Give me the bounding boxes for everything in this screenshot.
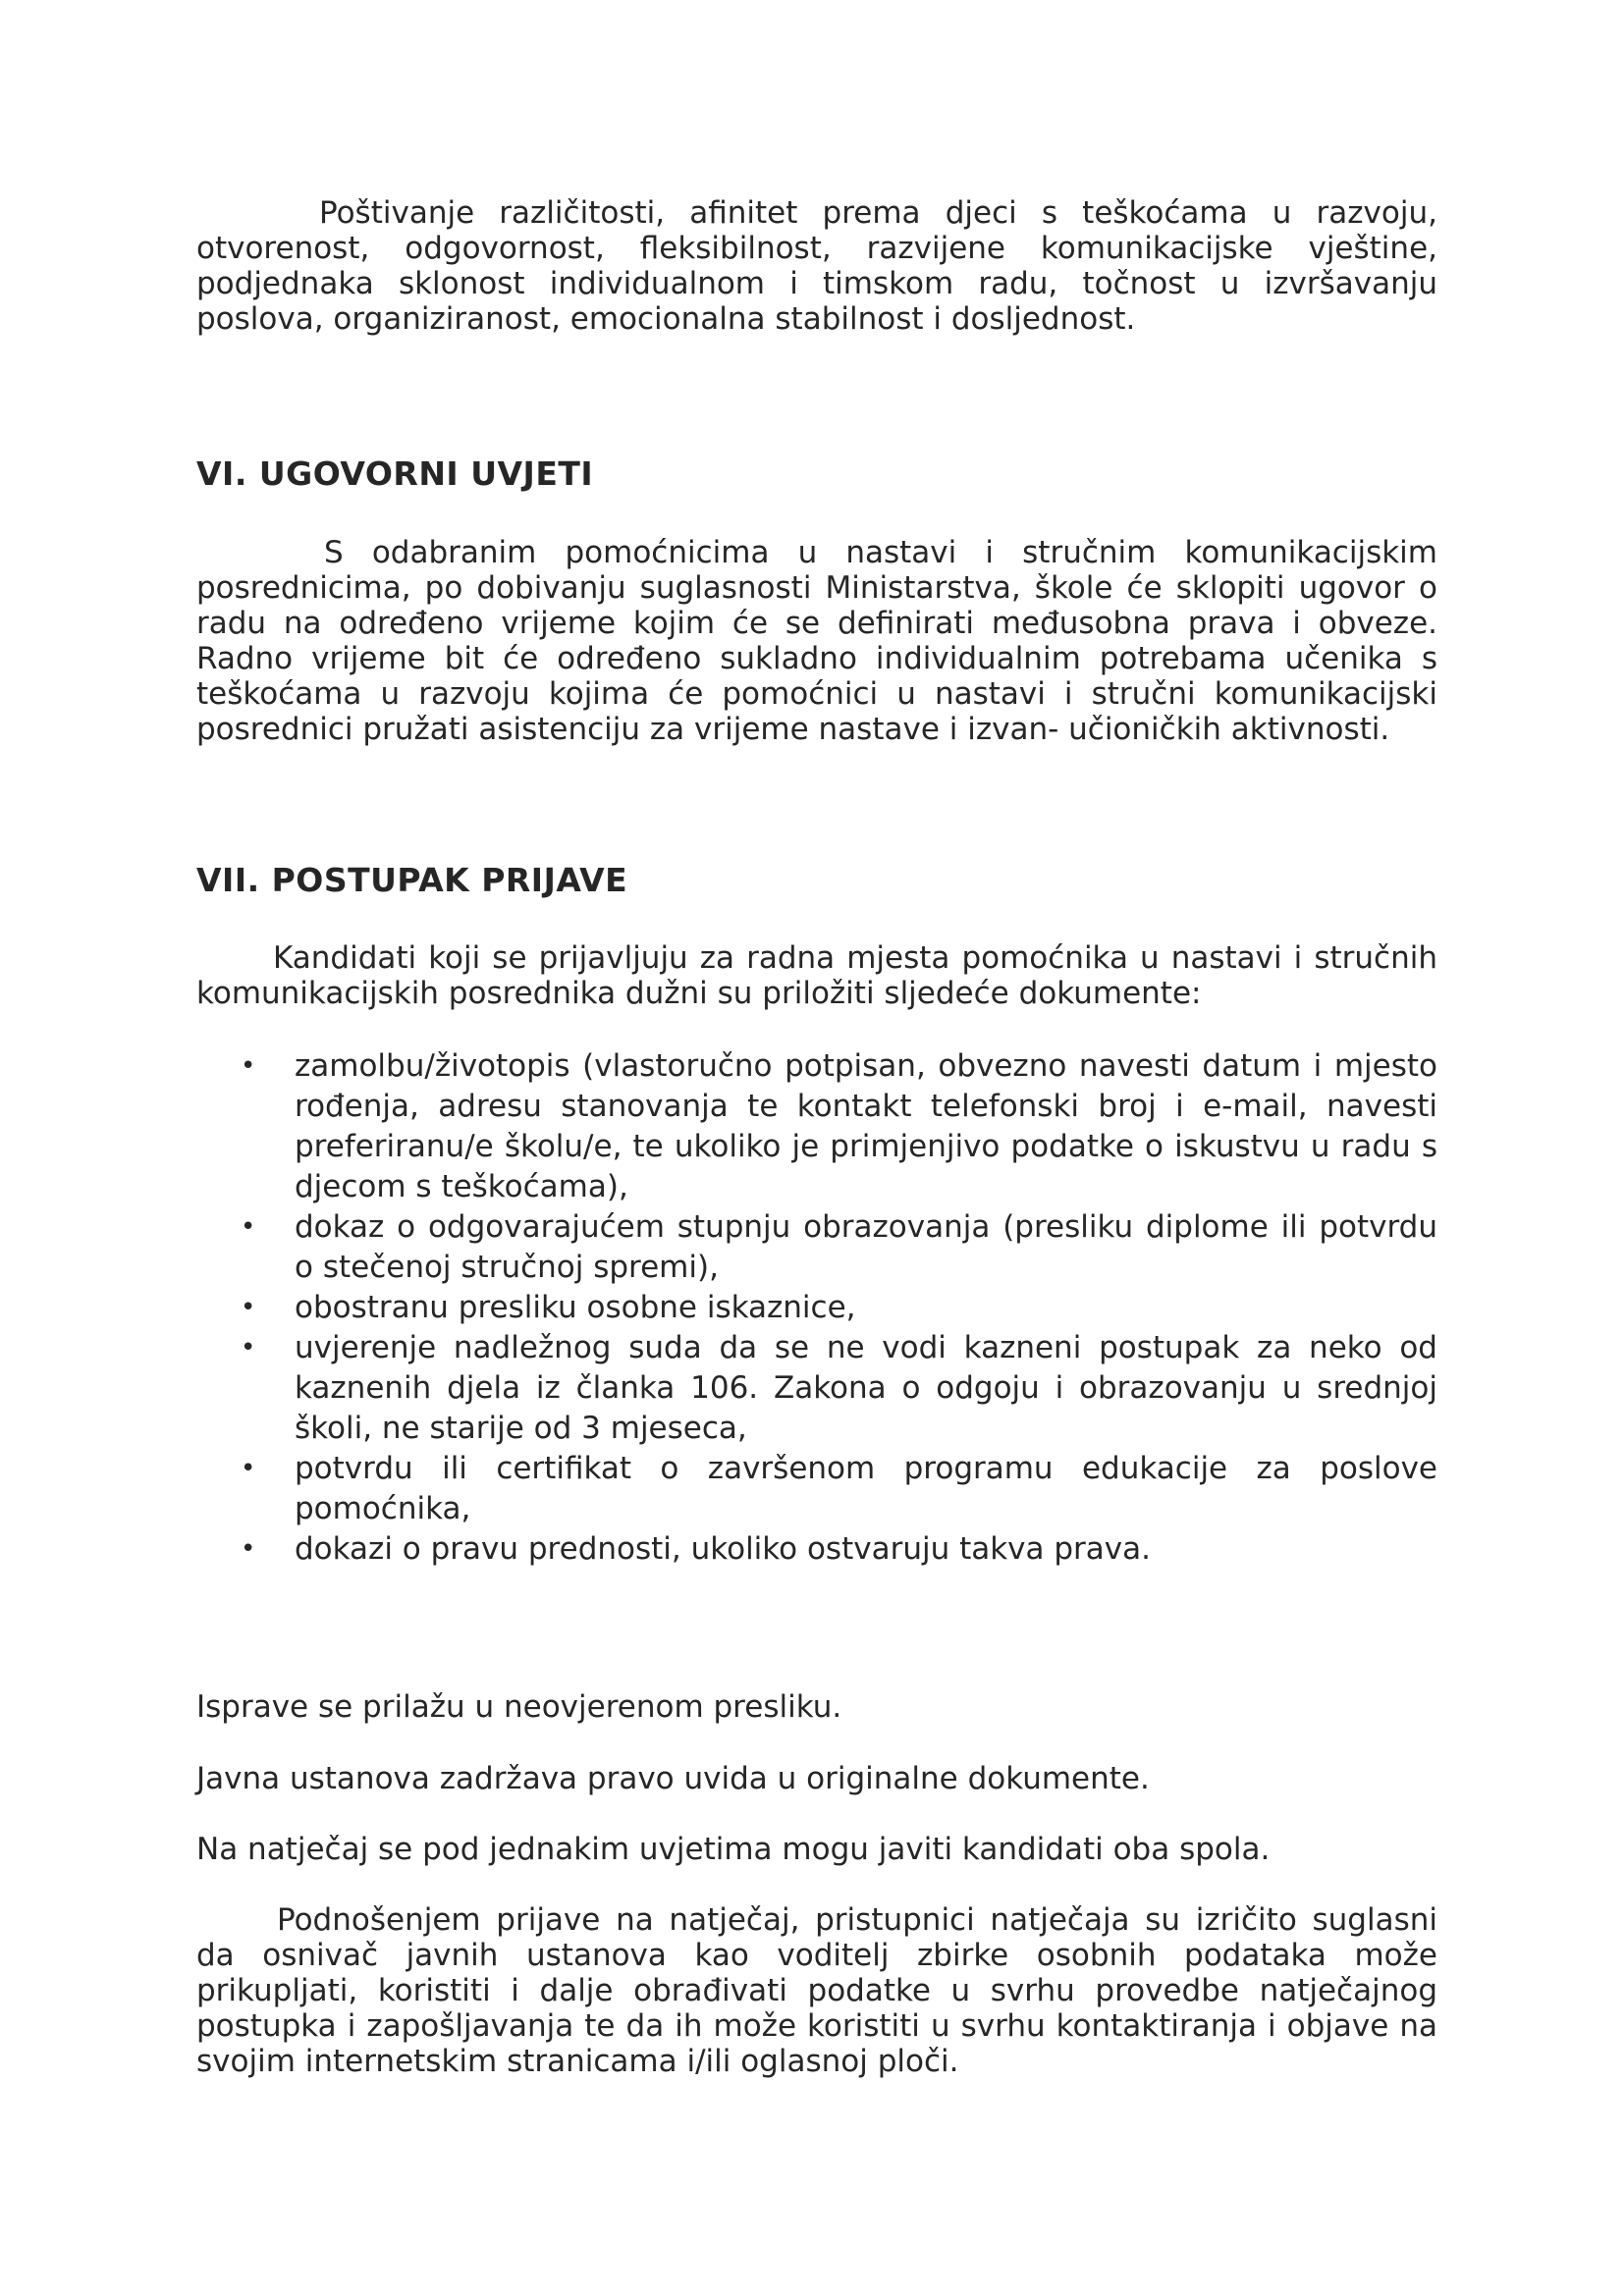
list-item-text: potvrdu ili certifikat o završenom programu edukacije za poslove pomoćnika,	[295, 1451, 1437, 1526]
bullet-icon: •	[241, 1212, 256, 1242]
bullet-icon: •	[241, 1333, 256, 1362]
section-vii-heading: VII. POSTUPAK PRIJAVE	[196, 861, 628, 899]
note-originals: Javna ustanova zadržava pravo uvida u originalne dokumente.	[196, 1761, 1150, 1796]
list-item-text: zamolbu/životopis (vlastoručno potpisan, obvezno navesti datum i mjesto rođenja, adresu stanovanja te kontakt telefonski broj i e-mail, navesti preferiranu/e školu/e, te ukoliko je primjenjivo podatke o iskustvu u radu s djecom s teškoćama),	[295, 1048, 1437, 1204]
bullet-icon: •	[241, 1534, 256, 1564]
section-vii-intro: Kandidati koji se prijavljuju za radna mjesta pomoćnika u nastavi i stručnih komunikacijskih posrednika dužni su priložiti sljedeće dokumente:	[196, 940, 1437, 1011]
list-item	[196, 1207, 1437, 1288]
bullet-icon: •	[241, 1293, 256, 1322]
list-item-text: obostranu presliku osobne iskaznice,	[295, 1290, 856, 1325]
list-item-text: uvjerenje nadležnog suda da se ne vodi kazneni postupak za neko od kaznenih djela iz članka 106. Zakona o odgoju i obrazovanju u srednjoj školi, ne starije od 3 mjeseca,	[295, 1330, 1437, 1446]
section-vi-heading: VI. UGOVORNI UVJETI	[196, 454, 594, 493]
list-item-text: dokazi o pravu prednosti, ukoliko ostvaruju takva prava.	[295, 1531, 1151, 1567]
note-equality: Na natječaj se pod jednakim uvjetima mogu javiti kandidati oba spola.	[196, 1832, 1271, 1867]
note-copies: Isprave se prilažu u neovjerenom presliku.	[196, 1689, 842, 1725]
list-item	[196, 1288, 1437, 1328]
intro-paragraph: Poštivanje različitosti, afinitet prema djeci s teškoćama u razvoju, otvorenost, odgovornost, fleksibilnost, razvijene komunikacijske vještine, podjednaka sklonost individualnom i timskom radu, točnost u izvršavanju poslova, organiziranost, emocionalna stabilnost i dosljednost.	[196, 195, 1437, 337]
list-item	[196, 1046, 1437, 1207]
section-vi-paragraph: S odabranim pomoćnicima u nastavi i stručnim komunikacijskim posrednicima, po dobivanju suglasnosti Ministarstva, škole će sklopiti ugovor o radu na određeno vrijeme kojim će se definirati međusobna prava i obveze. Radno vrijeme bit će određeno sukladno individualnim potrebama učenika s teškoćama u razvoju kojima će pomoćnici u nastavi i stručni komunikacijski posrednici pružati asistenciju za vrijeme nastave i izvan- učioničkih aktivnosti.	[196, 535, 1437, 747]
bullet-icon: •	[241, 1051, 256, 1081]
documents-list	[196, 1046, 1437, 1570]
list-item	[196, 1449, 1437, 1529]
list-item	[196, 1529, 1437, 1570]
bullet-icon: •	[241, 1454, 256, 1483]
list-item-text: dokaz o odgovarajućem stupnju obrazovanja (presliku diplome ili potvrdu o stečenoj stručnoj spremi),	[295, 1209, 1437, 1285]
list-item	[196, 1328, 1437, 1449]
consent-paragraph: Podnošenjem prijave na natječaj, pristupnici natječaja su izričito suglasni da osnivač javnih ustanova kao voditelj zbirke osobnih podataka može prikupljati, koristiti i dalje obrađivati podatke u svrhu provedbe natječajnog postupka i zapošljavanja te da ih može koristiti u svrhu kontaktiranja i objave na svojim internetskim stranicama i/ili oglasnoj ploči.	[196, 1902, 1437, 2079]
